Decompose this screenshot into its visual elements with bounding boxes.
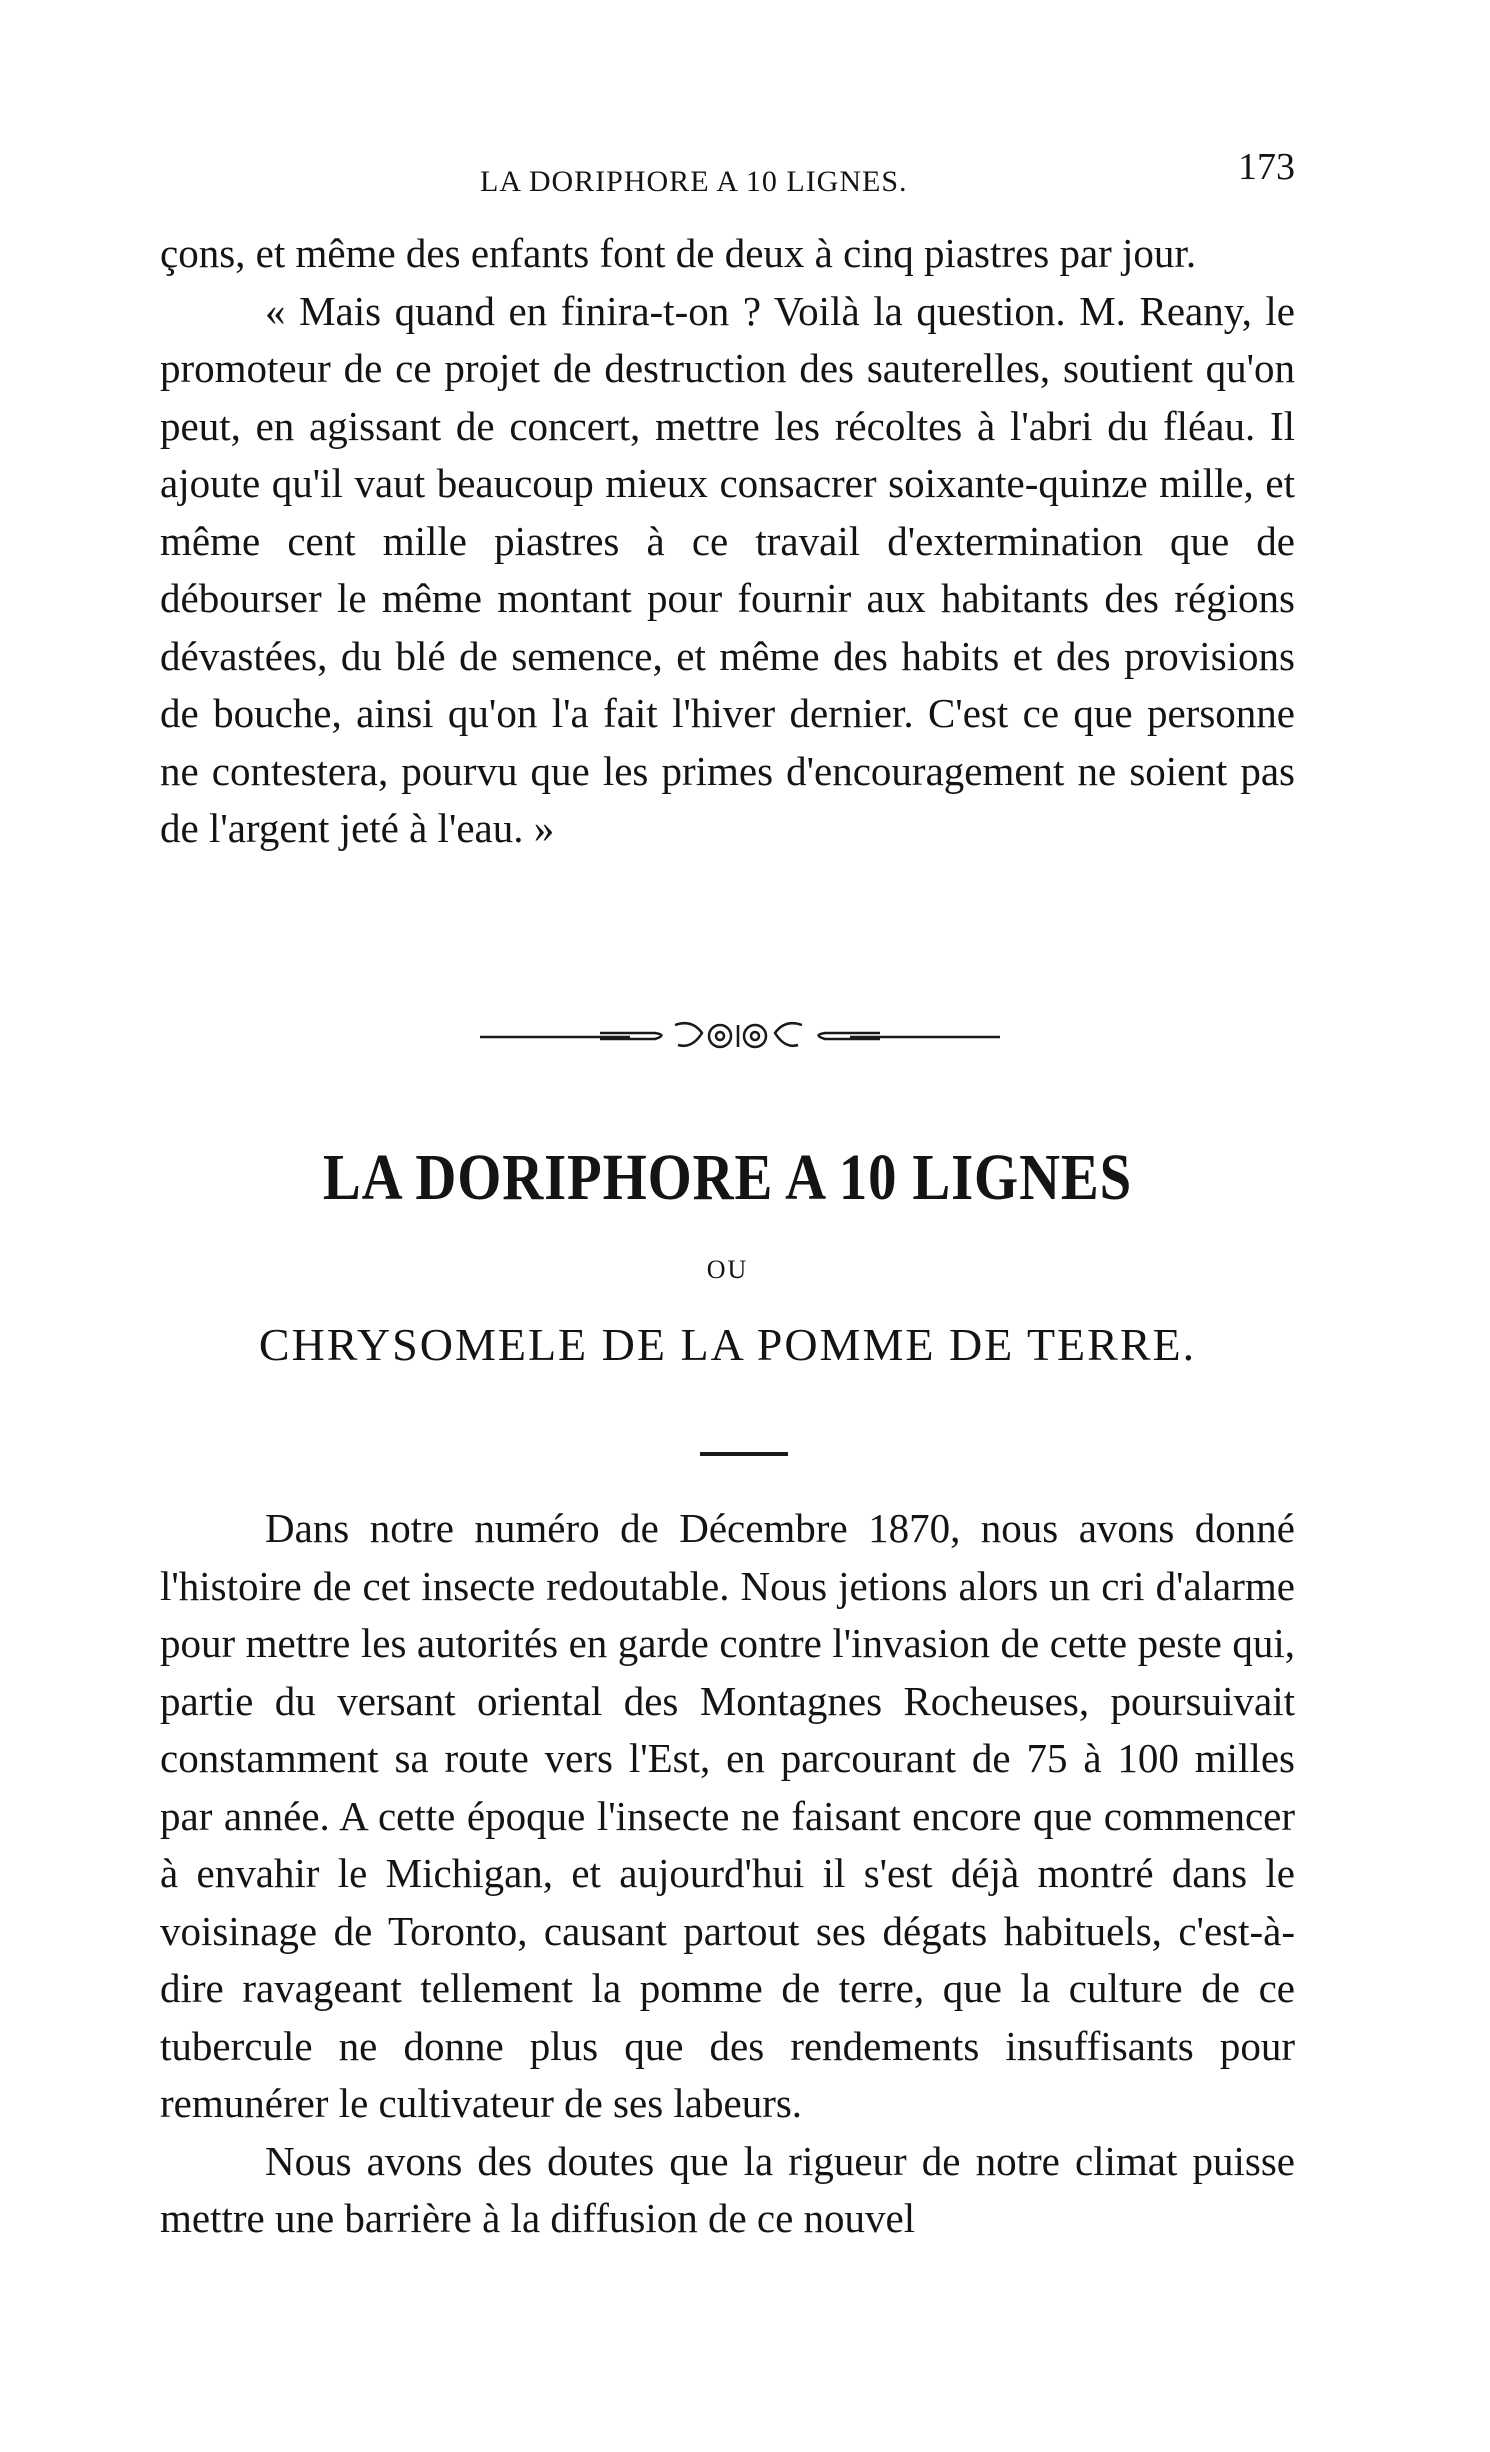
continued-text (160, 225, 1295, 858)
section-rule (700, 1452, 788, 1456)
page-number: 173 (1238, 146, 1295, 188)
running-title: LA DORIPHORE A 10 LIGNES. (480, 165, 908, 198)
paragraph: çons, et même des enfants font de deux à cinq piastres par jour. (160, 230, 1197, 276)
paragraph: Dans notre numéro de Décembre 1870, nous avons donné l'histoire de cet insecte redoutable. Nous jetions alors un cri d'alarme pour mettre les autorités en garde contre l'invasion de cette peste qui, partie du versant oriental des Montagnes Rocheuses, poursuivait constamment sa route vers l'Est, en parcourant de 75 à 100 milles par année. A cette époque l'insecte ne faisant encore que commencer à envahir le Michigan, et aujourd'hui il s'est déjà montré dans le voisinage de Toronto, causant partout ses dégats habituels, c'est-à-dire ravageant tellement la pomme de terre, que la culture de ce tubercule ne donne plus que des rendements insuffisants pour remunérer le cultivateur de ses labeurs. (160, 1505, 1295, 2126)
fleuron-ornament-icon (480, 1005, 1000, 1065)
article-body (160, 1500, 1295, 2248)
paragraph: « Mais quand en finira-t-on ? Voilà la question. M. Reany, le promoteur de ce projet de destruction des sauterelles, soutient qu'on peut, en agissant de concert, mettre les récoltes à l'abri du fléau. Il ajoute qu'il vaut beaucoup mieux consacrer soixante-quinze mille, et même cent mille piastres à ce travail d'extermination que de débourser le même montant pour fournir aux habitants des régions dévastées, du blé de semence, et même des habits et des provisions de bouche, ainsi qu'on l'a fait l'hiver dernier. C'est ce que personne ne contestera, pourvu que les primes d'encouragement ne soient pas de l'argent jeté à l'eau. » (160, 287, 1295, 851)
running-header (160, 145, 1295, 205)
article-subtitle: CHRYSOMELE DE LA POMME DE TERRE. (258, 1319, 1197, 1370)
paragraph: Nous avons des doutes que la rigueur de notre climat puisse mettre une barrière à la diffusion de ce nouvel (160, 2137, 1295, 2241)
article-connector: OU (706, 1255, 749, 1284)
article-title: LA DORIPHORE A 10 LIGNES (322, 1141, 1133, 1214)
